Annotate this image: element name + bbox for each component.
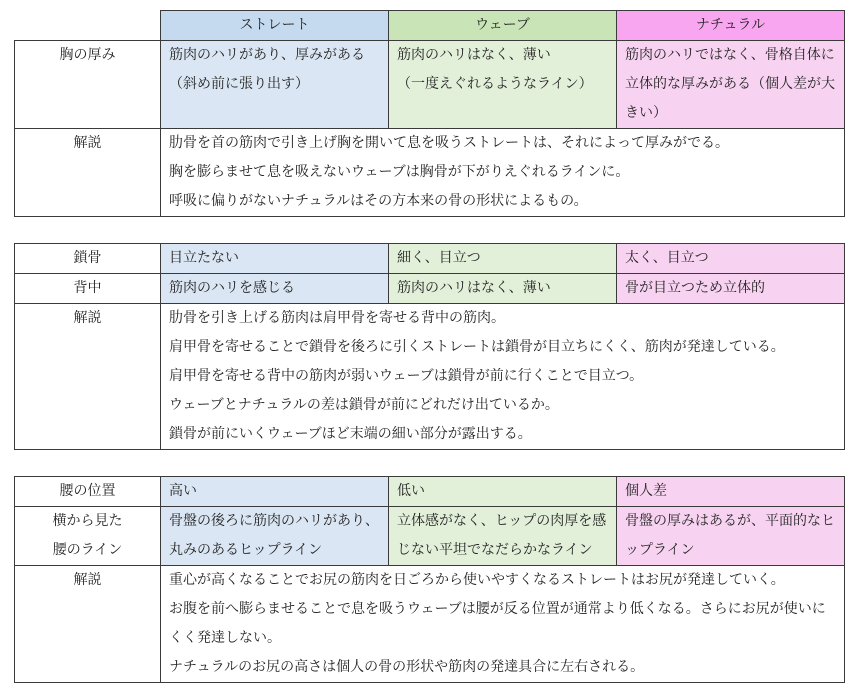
back-row [15, 274, 845, 304]
row-label-chest: 胸の厚み [15, 41, 161, 129]
chest-natural-cell: 筋肉のハリではなく、骨格自体に 立体的な厚みがある（個人差が大 きい） [617, 41, 845, 129]
header-natural: ナチュラル [617, 11, 845, 41]
explanation-row [15, 566, 845, 683]
explanation-label: 解説 [15, 129, 161, 217]
collarbone-back-table [14, 243, 845, 450]
chest-table [14, 10, 845, 217]
explanation-label: 解説 [15, 304, 161, 450]
explanation-text: 肋骨を引き上げる筋肉は肩甲骨を寄せる背中の筋肉。 肩甲骨を寄せることで鎖骨を後ろに引くストレートは鎖骨が目立ちにくく、筋肉が発達している。 肩甲骨を寄せる背中の筋肉が弱いウェーブは鎖骨が前に行くことで目立つ。 ウェーブとナチュラルの差は鎖骨が前にどれだけ出ているか。 鎖骨が前にいくウェーブほど末端の細い部分が露出する。 [161, 304, 845, 450]
waistline-wave-cell: 立体感がなく、ヒップの肉厚を感 じない平坦でなだらかなライン [389, 507, 617, 566]
back-wave-cell: 筋肉のハリはなく、薄い [389, 274, 617, 304]
row-label-waist-line: 横から見た 腰のライン [15, 507, 161, 566]
row-label-collarbone: 鎖骨 [15, 244, 161, 274]
explanation-row [15, 129, 845, 217]
waistline-natural-cell: 骨盤の厚みはあるが、平面的なヒ ップライン [617, 507, 845, 566]
waist-table [14, 476, 845, 683]
collarbone-straight-cell: 目立たない [161, 244, 389, 274]
chest-wave-cell: 筋肉のハリはなく、薄い （一度えぐれるようなライン） [389, 41, 617, 129]
explanation-text: 重心が高くなることでお尻の筋肉を日ごろから使いやすくなるストレートはお尻が発達していく。 お腹を前へ膨らませることで息を吸うウェーブは腰が反る位置が通常より低くなる。さらにお尻が使いに くく発達しない。 ナチュラルのお尻の高さは個人の骨の形状や筋肉の発達具合に左右される。 [161, 566, 845, 683]
collarbone-row [15, 244, 845, 274]
collarbone-wave-cell: 細く、目立つ [389, 244, 617, 274]
waist-wave-cell: 低い [389, 477, 617, 507]
explanation-text: 肋骨を首の筋肉で引き上げ胸を開いて息を吸うストレートは、それによって厚みがでる。 胸を膨らませて息を吸えないウェーブは胸骨が下がりえぐれるラインに。 呼吸に偏りがないナチュラルはその方本来の骨の形状によるもの。 [161, 129, 845, 217]
row-label-waist-position: 腰の位置 [15, 477, 161, 507]
back-natural-cell: 骨が目立つため立体的 [617, 274, 845, 304]
header-wave: ウェーブ [389, 11, 617, 41]
chest-row [15, 41, 845, 129]
row-label-back: 背中 [15, 274, 161, 304]
waistline-straight-cell: 骨盤の後ろに筋肉のハリがあり、 丸みのあるヒップライン [161, 507, 389, 566]
collarbone-natural-cell: 太く、目立つ [617, 244, 845, 274]
waist-position-row [15, 477, 845, 507]
explanation-row [15, 304, 845, 450]
back-straight-cell: 筋肉のハリを感じる [161, 274, 389, 304]
waist-straight-cell: 高い [161, 477, 389, 507]
chest-straight-cell: 筋肉のハリがあり、厚みがある （斜め前に張り出す） [161, 41, 389, 129]
waist-natural-cell: 個人差 [617, 477, 845, 507]
waist-line-row [15, 507, 845, 566]
explanation-label: 解説 [15, 566, 161, 683]
header-row [15, 11, 845, 41]
header-straight: ストレート [161, 11, 389, 41]
